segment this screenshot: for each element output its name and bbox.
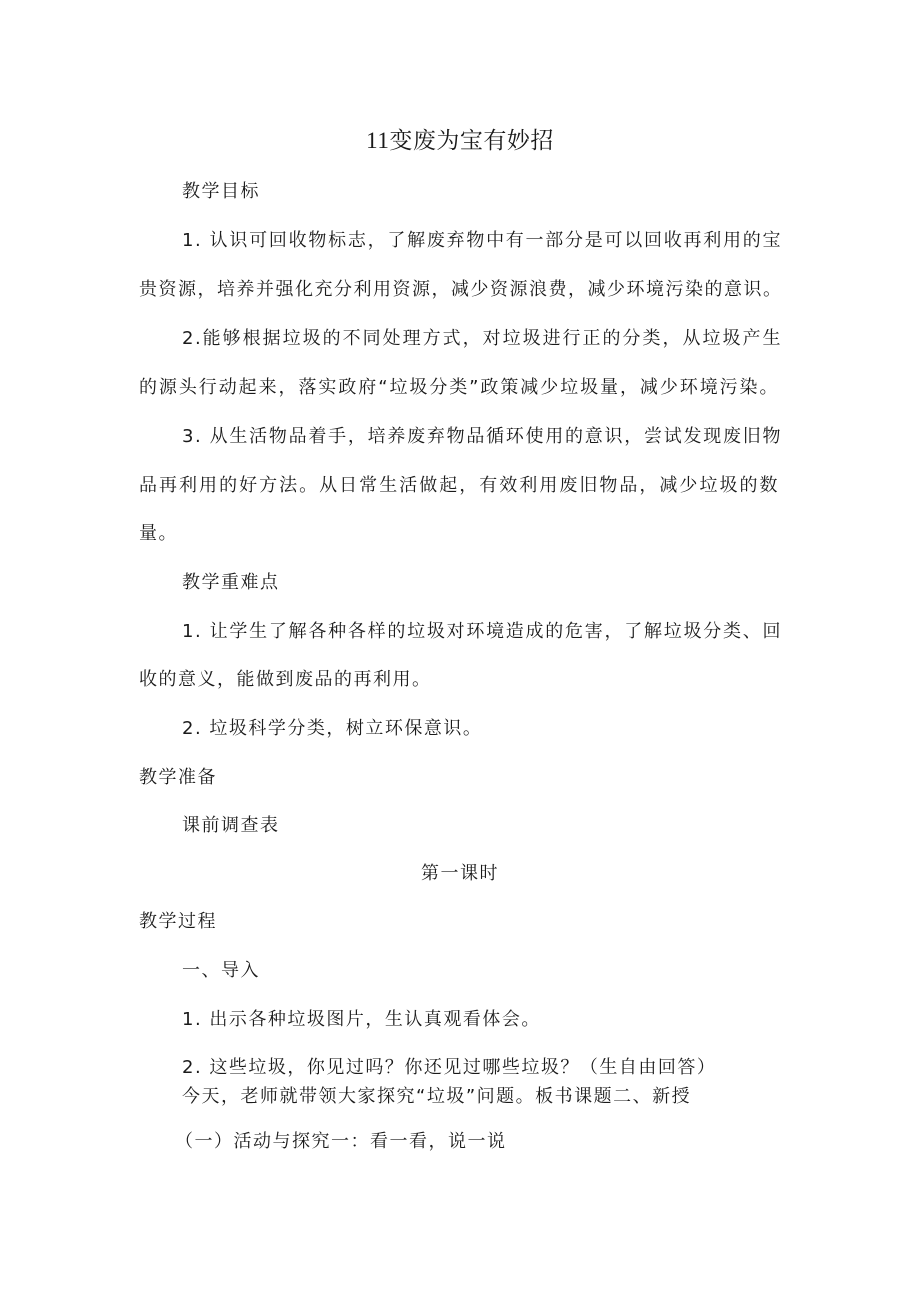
intro-step-1: 1. 出示各种垃圾图片，生认真观看体会。 — [182, 1009, 541, 1030]
goal-1-line-2: 贵资源，培养并强化充分利用资源，减少资源浪费，减少环境污染的意识。 — [139, 279, 783, 300]
activity-1-heading: （一）活动与探究一：看一看，说一说 — [175, 1131, 507, 1152]
intro-step-3: 今天，老师就带领大家探究“垃圾”问题。板书课题二、新授 — [182, 1086, 692, 1107]
section-heading-key-points: 教学重难点 — [182, 572, 280, 593]
intro-step-2: 2. 这些垃圾，你见过吗？你还见过哪些垃圾？（生自由回答） — [182, 1057, 717, 1078]
document-title — [0, 126, 920, 156]
key-point-1-line-2: 收的意义，能做到废品的再利用。 — [139, 669, 432, 690]
section-heading-preparation: 教学准备 — [139, 767, 217, 788]
goal-3-line-2: 品再利用的好方法。从日常生活做起，有效利用废旧物品，减少垃圾的数 — [139, 475, 779, 496]
goal-3-line-3: 量。 — [139, 523, 178, 544]
intro-heading: 一、导入 — [182, 960, 260, 981]
section-heading-goals: 教学目标 — [182, 181, 260, 202]
goal-2-line-2: 的源头行动起来，落实政府“垃圾分类”政策减少垃圾量，减少环境污染。 — [139, 377, 779, 398]
key-point-2: 2. 垃圾科学分类，树立环保意识。 — [182, 718, 483, 739]
title-text: 变废为宝有妙招 — [389, 128, 554, 154]
goal-2-line-1: 2.能够根据垃圾的不同处理方式，对垃圾进行正的分类，从垃圾产生 — [182, 328, 782, 349]
title-number: 11 — [366, 128, 390, 153]
section-heading-process: 教学过程 — [139, 911, 217, 932]
preparation-item: 课前调查表 — [182, 815, 280, 836]
key-point-1-line-1: 1. 让学生了解各种各样的垃圾对环境造成的危害，了解垃圾分类、回 — [182, 621, 782, 642]
lesson-heading: 第一课时 — [421, 863, 499, 884]
goal-3-line-1: 3. 从生活物品着手，培养废弃物品循环使用的意识，尝试发现废旧物 — [182, 426, 782, 447]
goal-1-line-1: 1. 认识可回收物标志，了解废弃物中有一部分是可以回收再利用的宝 — [182, 230, 782, 251]
